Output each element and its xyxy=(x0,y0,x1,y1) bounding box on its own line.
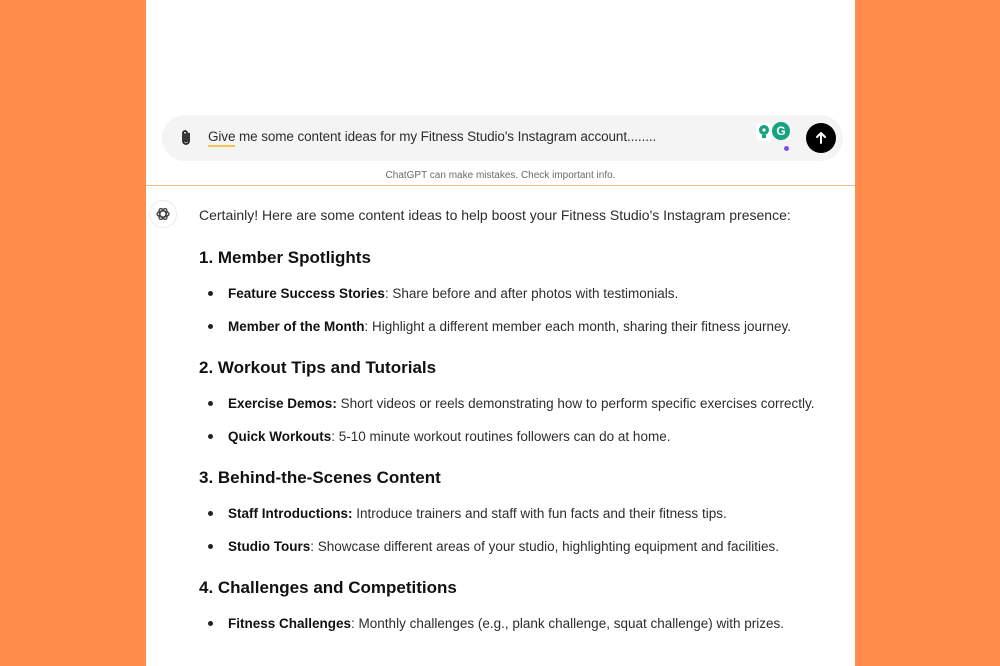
section-title: 1. Member Spotlights xyxy=(199,248,371,267)
section-title: 3. Behind-the-Scenes Content xyxy=(199,468,441,487)
list-item xyxy=(207,534,849,559)
bullet-list xyxy=(207,501,849,559)
item-text: : Monthly challenges (e.g., plank challenge, squat challenge) with prizes. xyxy=(351,616,785,631)
list-item xyxy=(207,391,849,416)
disclaimer-text: ChatGPT can make mistakes. Check important info. xyxy=(385,170,616,181)
extension-icons xyxy=(756,122,796,152)
message-composer[interactable] xyxy=(162,115,843,161)
bullet-list xyxy=(207,281,849,339)
item-text: Short videos or reels demonstrating how to perform specific exercises correctly. xyxy=(336,396,815,411)
bullet-list xyxy=(207,391,849,449)
section-title: 4. Challenges and Competitions xyxy=(199,578,457,597)
list-item xyxy=(207,281,849,306)
item-text: : Showcase different areas of your studio, highlighting equipment and facilities. xyxy=(310,539,780,554)
item-label: Studio Tours xyxy=(228,539,311,554)
item-label: Exercise Demos: xyxy=(228,396,337,411)
section-title: 2. Workout Tips and Tutorials xyxy=(199,358,437,377)
item-label: Fitness Challenges xyxy=(228,616,352,631)
response-intro: Certainly! Here are some content ideas to help boost your Fitness Studio's Instagram presence: xyxy=(199,207,791,223)
list-item xyxy=(207,314,849,339)
send-button[interactable] xyxy=(806,123,836,153)
item-label: Quick Workouts xyxy=(228,429,332,444)
paperclip-icon[interactable] xyxy=(176,128,196,148)
list-item xyxy=(207,501,849,526)
assistant-avatar xyxy=(149,200,177,228)
message-input-text: me some content ideas for my Fitness Studio's Instagram account........ xyxy=(235,129,657,144)
item-label: Staff Introductions: xyxy=(228,506,353,521)
openai-logo-icon xyxy=(155,206,171,222)
composer-area xyxy=(146,0,855,185)
message-input[interactable] xyxy=(208,129,656,144)
grammarly-icon[interactable]: G xyxy=(772,122,790,140)
spellcheck-underlined-word: Give xyxy=(208,129,235,147)
bullet-list xyxy=(207,611,849,636)
item-label: Feature Success Stories xyxy=(228,286,385,301)
item-text: : Highlight a different member each month, sharing their fitness journey. xyxy=(364,319,791,334)
item-label: Member of the Month xyxy=(228,319,365,334)
grammarly-status-dot xyxy=(784,146,789,151)
list-item xyxy=(207,424,849,449)
assistant-response xyxy=(199,205,849,654)
arrow-up-icon xyxy=(814,131,828,145)
lightbulb-icon[interactable] xyxy=(756,123,772,141)
list-item xyxy=(207,611,849,636)
item-text: : Share before and after photos with testimonials. xyxy=(384,286,679,301)
chat-panel xyxy=(146,0,855,666)
item-text: : 5-10 minute workout routines followers can do at home. xyxy=(331,429,671,444)
item-text: Introduce trainers and staff with fun facts and their fitness tips. xyxy=(352,506,727,521)
divider xyxy=(146,185,855,186)
